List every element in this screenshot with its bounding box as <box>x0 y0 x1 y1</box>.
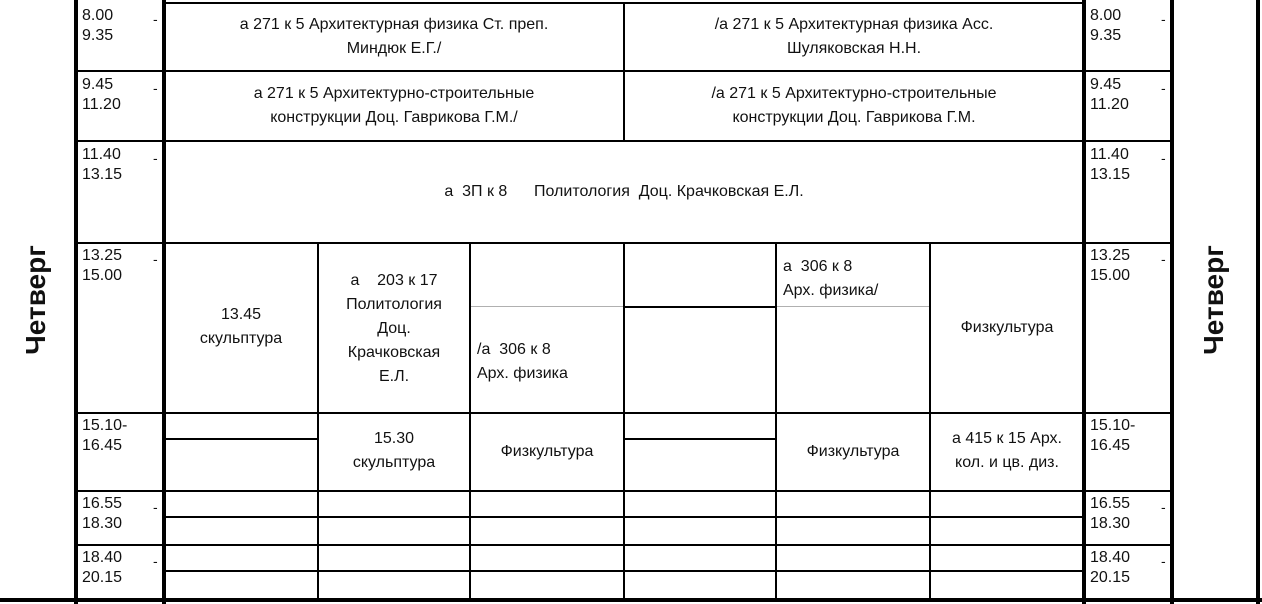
time-dash: - <box>153 150 158 166</box>
time-dash: - <box>1161 251 1166 267</box>
time-dash: - <box>1161 11 1166 27</box>
class-cell: 13.45 скульптура <box>199 306 283 347</box>
time-dash: - <box>1161 553 1166 569</box>
time-slot: 9.45 11.20 <box>82 76 121 113</box>
time-slot: 16.55 18.30 <box>82 495 123 532</box>
class-cell: а 306 к 8 Арх. физика/ <box>783 258 879 299</box>
day-label-left: Четверг <box>20 245 51 355</box>
time-slot: 18.40 20.15 <box>82 549 123 586</box>
time-slot: 8.00 9.35 <box>82 7 114 44</box>
class-cell: /а 271 к 5 Архитектурная физика Асс. Шуляковская Н.Н. <box>714 16 994 57</box>
time-dash: - <box>1161 80 1166 96</box>
time-slot: 13.25 15.00 <box>82 247 123 284</box>
time-slot: 15.10- 16.45 <box>1090 417 1136 454</box>
time-slot: 18.40 20.15 <box>1090 549 1131 586</box>
class-cell: /а 306 к 8 Арх. физика <box>477 341 568 382</box>
time-dash: - <box>153 553 158 569</box>
class-cell: а 271 к 5 Архитектурно-строительные конструкции Доц. Гаврикова Г.М./ <box>253 85 535 126</box>
time-slot: 11.40 13.15 <box>1090 146 1131 183</box>
time-dash: - <box>1161 150 1166 166</box>
day-label-right: Четверг <box>1198 245 1229 355</box>
class-cell: а 415 к 15 Арх. кол. и цв. диз. <box>951 430 1062 471</box>
class-cell: Физкультура <box>500 443 594 460</box>
class-cell: Физкультура <box>806 443 900 460</box>
class-cell: а 203 к 17 Политология Доц. Крачковская Е.Л. <box>346 272 442 385</box>
time-slot: 9.45 11.20 <box>1090 76 1129 113</box>
time-slot: 15.10- 16.45 <box>82 417 128 454</box>
class-cell: а 271 к 5 Архитектурная физика Ст. преп. Миндюк Е.Г./ <box>239 16 549 57</box>
time-slot: 11.40 13.15 <box>82 146 123 183</box>
time-dash: - <box>153 11 158 27</box>
class-cell: а 3П к 8 Политология Доц. Крачковская Е.Л. <box>444 183 804 200</box>
time-slot: 8.00 9.35 <box>1090 7 1122 44</box>
time-dash: - <box>153 251 158 267</box>
class-cell: /а 271 к 5 Архитектурно-строительные конструкции Доц. Гаврикова Г.М. <box>711 85 997 126</box>
time-slot: 16.55 18.30 <box>1090 495 1131 532</box>
time-dash: - <box>153 80 158 96</box>
time-slot: 13.25 15.00 <box>1090 247 1131 284</box>
time-dash: - <box>153 499 158 515</box>
class-cell: Физкультура <box>960 319 1054 336</box>
class-cell: 15.30 скульптура <box>352 430 436 471</box>
time-dash: - <box>1161 499 1166 515</box>
